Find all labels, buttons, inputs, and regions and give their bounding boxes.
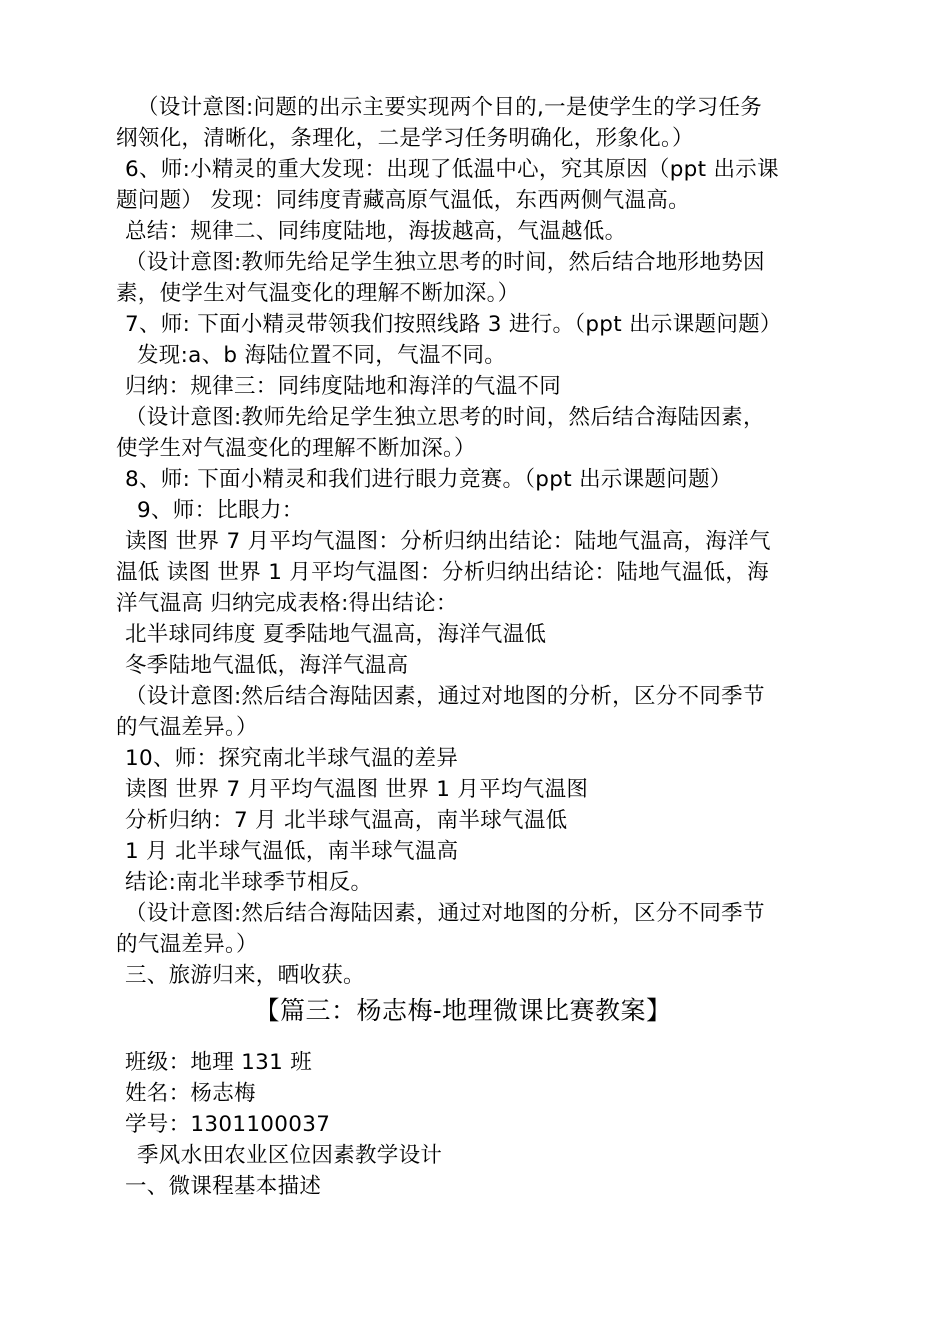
text-line: （设计意图:教师先给足学生独立思考的时间，然后结合地形地势因 <box>125 250 765 275</box>
text-line: 1 月 北半球气温低，南半球气温高 <box>125 839 459 864</box>
info-line-section: 一、微课程基本描述 <box>125 1174 322 1199</box>
text-line: 9、师：比眼力： <box>137 498 304 523</box>
text-line: 结论:南北半球季节相反。 <box>125 870 373 895</box>
text-line: 读图 世界 7 月平均气温图：分析归纳出结论：陆地气温高，海洋气 <box>125 529 771 554</box>
text-line: 北半球同纬度 夏季陆地气温高，海洋气温低 <box>125 622 547 647</box>
section-heading: 【篇三：杨志梅-地理微课比赛教案】 <box>254 996 672 1025</box>
text-line: 总结：规律二、同纬度陆地，海拔越高，气温越低。 <box>125 219 627 244</box>
text-line: 洋气温高 归纳完成表格:得出结论： <box>116 591 458 616</box>
text-line: 归纳：规律三：同纬度陆地和海洋的气温不同 <box>125 374 562 399</box>
text-line: 素，使学生对气温变化的理解不断加深。） <box>116 281 520 306</box>
text-line: 分析归纳：7 月 北半球气温高，南半球气温低 <box>125 808 568 833</box>
text-line: （设计意图:然后结合海陆因素，通过对地图的分析，区分不同季节 <box>125 684 765 709</box>
text-line: 8、师: 下面小精灵和我们进行眼力竞赛。（ppt 出示课题问题） <box>125 467 732 492</box>
info-line-student-id: 学号：1301100037 <box>125 1112 331 1137</box>
text-line: 三、旅游归来，晒收获。 <box>125 963 365 988</box>
text-line: 温低 读图 世界 1 月平均气温图：分析归纳出结论：陆地气温低，海 <box>116 560 769 585</box>
text-line: 6、师:小精灵的重大发现：出现了低温中心，究其原因（ppt 出示课 <box>125 157 779 182</box>
text-line: 的气温差异。） <box>116 715 258 740</box>
text-line: （设计意图:教师先给足学生独立思考的时间，然后结合海陆因素， <box>125 405 765 430</box>
spacer <box>113 1031 843 1047</box>
text-line: （设计意图:然后结合海陆因素，通过对地图的分析，区分不同季节 <box>125 901 765 926</box>
text-line: 使学生对气温变化的理解不断加深。） <box>116 436 476 461</box>
document-page <box>113 92 843 1202</box>
info-line-design-title: 季风水田农业区位因素教学设计 <box>137 1143 443 1168</box>
info-line-name: 姓名：杨志梅 <box>125 1081 256 1106</box>
text-line: 10、师：探究南北半球气温的差异 <box>125 746 459 771</box>
text-line: （设计意图:问题的出示主要实现两个目的,一是使学生的学习任务 <box>137 95 763 120</box>
text-line: 冬季陆地气温低，海洋气温高 <box>125 653 409 678</box>
text-line: 读图 世界 7 月平均气温图 世界 1 月平均气温图 <box>125 777 589 802</box>
text-line: 纲领化，清晰化，条理化，二是学习任务明确化，形象化。） <box>116 126 694 151</box>
text-line: 7、师: 下面小精灵带领我们按照线路 3 进行。（ppt 出示课题问题） <box>125 312 782 337</box>
text-line: 的气温差异。） <box>116 932 258 957</box>
text-line: 题问题） 发现：同纬度青藏高原气温低，东西两侧气温高。 <box>116 188 690 213</box>
text-line: 发现:a、b 海陆位置不同，气温不同。 <box>137 343 507 368</box>
info-line-class: 班级：地理 131 班 <box>125 1050 313 1075</box>
